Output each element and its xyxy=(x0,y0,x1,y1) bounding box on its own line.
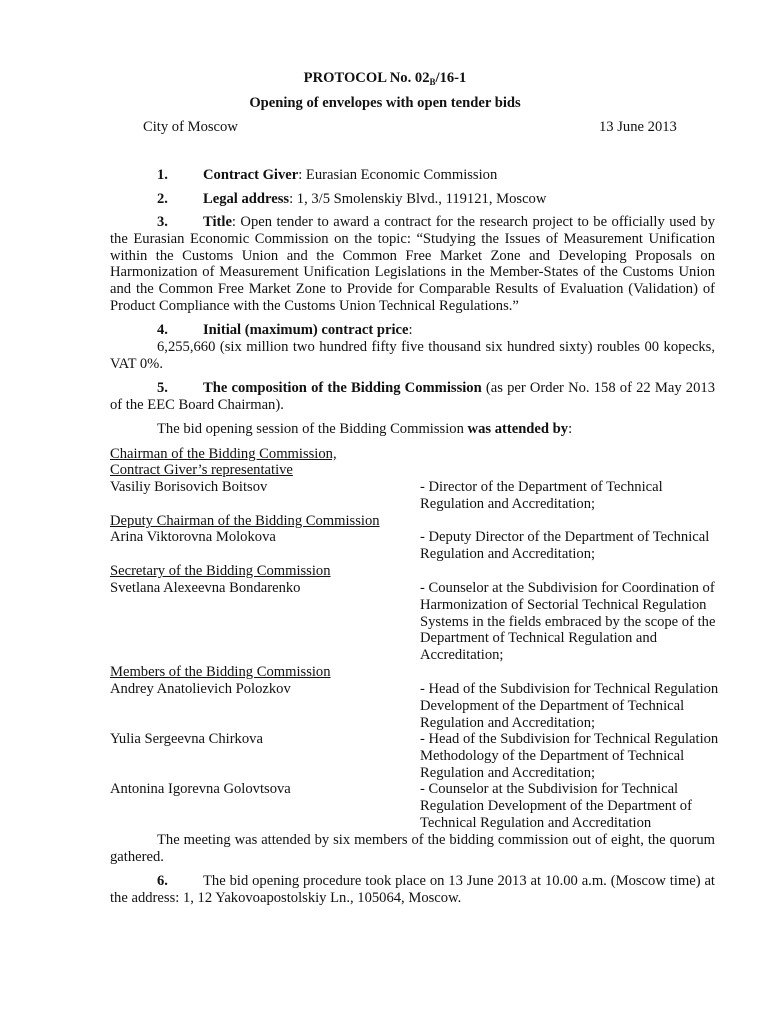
chairman-name: Vasiliy Borisovich Boitsov xyxy=(110,479,268,495)
member-name: Andrey Anatolievich Polozkov xyxy=(110,681,291,697)
member-name: Yulia Sergeevna Chirkova xyxy=(110,731,263,747)
protocol-subtitle: Opening of envelopes with open tender bids xyxy=(249,95,521,111)
deputy-heading: Deputy Chairman of the Bidding Commission xyxy=(110,513,380,529)
price-text: 6,255,660 (six million two hundred fifty five thousand six hundred sixty) roubles 00 kopecks, VAT 0%. xyxy=(110,339,715,372)
city: City of Moscow xyxy=(143,119,238,135)
secretary-heading: Secretary of the Bidding Commission xyxy=(110,563,331,579)
item-5: 5. The composition of the Bidding Commission (as per Order No. 158 of 22 May 2013 of the EEC Board Chairman). xyxy=(110,380,715,413)
secretary-role: - Counselor at the Subdivision for Coordination of Harmonization of Sectorial Technical Regulation Systems in the fields embraced by the scope of the Department of Technical Regulation and Accreditation; xyxy=(420,580,716,664)
item-2: 2. Legal address: 1, 3/5 Smolenskiy Blvd., 119121, Moscow xyxy=(157,191,547,207)
item-6: 6. The bid opening procedure took place on 13 June 2013 at 10.00 a.m. (Moscow time) at the address: 1, 12 Yakovoapostolskiy Ln., 105064, Moscow. xyxy=(110,873,715,906)
chairman-heading-2: Contract Giver’s representative xyxy=(110,462,293,478)
item-1: 1. Contract Giver: Eurasian Economic Commission xyxy=(157,167,498,183)
item-3: 3. Title: Open tender to award a contract for the research project to be officially used by the Eurasian Economic Commission on the topic: “Studying the Issues of Measurement Unification within the Customs Union and the Common Free Market Zone and Developing Proposals on Harmonization of Measurement Unification Legislations in the Member-States of the Customs Union and the Common Free Market Zone to Provide for Comparable Results of Evaluation (Validation) of Product Compliance with the Customs Union Technical Regulations.” xyxy=(110,214,715,314)
secretary-name: Svetlana Alexeevna Bondarenko xyxy=(110,580,301,596)
item-4: 4. Initial (maximum) contract price: xyxy=(157,322,413,338)
deputy-role: - Deputy Director of the Department of Technical Regulation and Accreditation; xyxy=(420,529,710,562)
deputy-name: Arina Viktorovna Molokova xyxy=(110,529,276,545)
attendance-intro: The bid opening session of the Bidding Commission was attended by: xyxy=(157,421,573,437)
chairman-heading: Chairman of the Bidding Commission, xyxy=(110,446,337,462)
members-heading: Members of the Bidding Commission xyxy=(110,664,331,680)
date: 13 June 2013 xyxy=(599,119,677,135)
chairman-role: - Director of the Department of Technical Regulation and Accreditation; xyxy=(420,479,663,512)
member-role: - Head of the Subdivision for Technical Regulation Development of the Department of Technical Regulation and Accreditation; xyxy=(420,681,719,731)
member-name: Antonina Igorevna Golovtsova xyxy=(110,781,291,797)
member-role: - Counselor at the Subdivision for Technical Regulation Development of the Department of Technical Regulation and Accreditation xyxy=(420,781,692,831)
member-role: - Head of the Subdivision for Technical Regulation Methodology of the Department of Technical Regulation and Accreditation; xyxy=(420,731,719,781)
quorum-text: The meeting was attended by six members of the bidding commission out of eight, the quorum gathered. xyxy=(110,832,715,865)
protocol-title: PROTOCOL No. $02_B/16-1$ xyxy=(303,70,467,87)
